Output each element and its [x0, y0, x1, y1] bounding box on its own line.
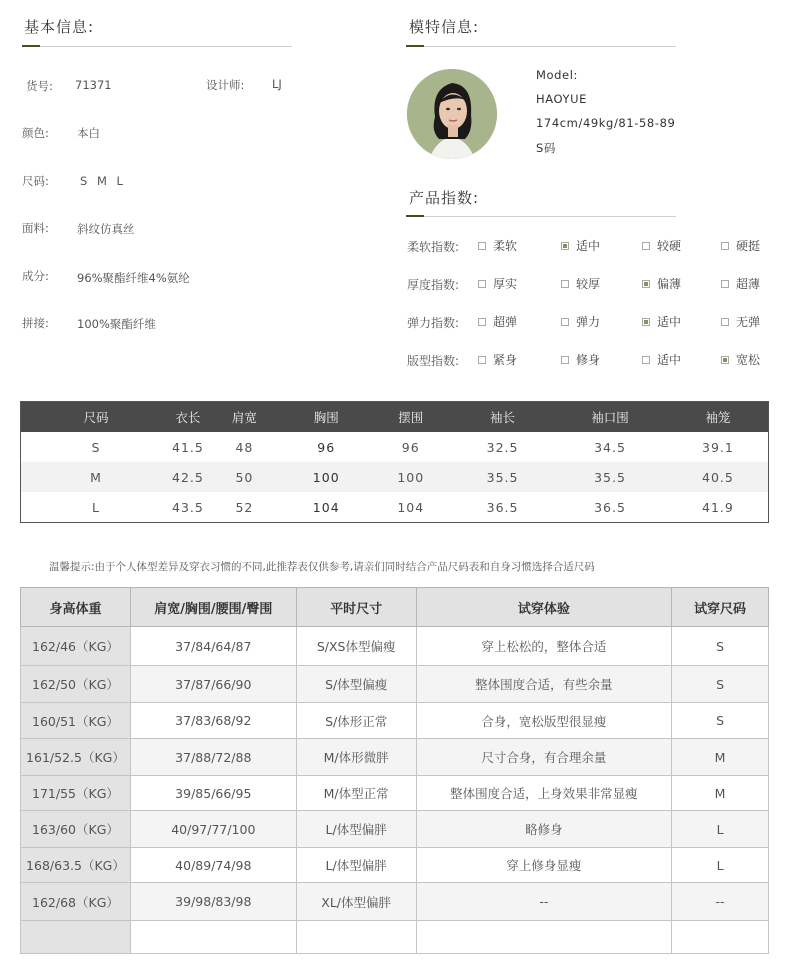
col-height-weight: 身高体重 — [21, 588, 131, 627]
size-table-cell: L — [92, 499, 100, 515]
col-measurements: 肩宽/胸围/腰围/臀围 — [130, 588, 296, 627]
fit-table-cell: M — [672, 739, 769, 776]
fit-table-cell: 39/85/66/95 — [130, 776, 296, 811]
col-hem: 摆围 — [368, 402, 453, 433]
index-option-label: 偏薄 — [657, 277, 682, 291]
fit-table-header — [21, 588, 769, 627]
composition-value: 96%聚酯纤维4%氨纶 — [77, 271, 190, 285]
col-size: 尺码 — [21, 402, 172, 433]
designer-label: 设计师: — [206, 78, 245, 92]
fit-table-cell: S — [672, 666, 769, 703]
unchecked-box-icon — [478, 318, 486, 326]
model-info-rule — [406, 46, 676, 47]
size-table-cell: 100 — [284, 462, 369, 492]
col-fit-experience: 试穿体验 — [416, 588, 672, 627]
color-value: 本白 — [77, 126, 100, 140]
fit-table-row — [21, 666, 769, 703]
unchecked-box-icon — [642, 356, 650, 364]
fit-table-cell: 整体围度合适，上身效果非常显瘦 — [416, 776, 672, 811]
checked-box-icon — [642, 318, 650, 326]
size-table-cell: 96 — [401, 439, 420, 455]
size-table-row — [21, 462, 769, 492]
unchecked-box-icon — [478, 242, 486, 250]
fabric-value: 斜纹仿真丝 — [77, 222, 135, 236]
size-table-cell: 35.5 — [552, 462, 668, 492]
index-option-label: 适中 — [576, 239, 601, 253]
fit-table-cell: 穿上松松的，整体合适 — [416, 627, 672, 666]
fit-table-row — [21, 739, 769, 776]
fit-table-cell: M/体形微胖 — [296, 739, 416, 776]
item-no-label: 货号: — [26, 79, 53, 93]
index-row-label: 弹力指数: — [407, 316, 460, 330]
fit-table-cell — [21, 921, 131, 954]
size-table-cell: 48 — [235, 439, 254, 455]
fabric-label: 面料: — [22, 221, 49, 235]
index-option[interactable] — [478, 351, 517, 368]
model-info-title: 模特信息: — [409, 18, 480, 36]
col-shoulder: 肩宽 — [205, 402, 284, 433]
composition-label: 成分: — [22, 269, 49, 283]
model-info-rule-accent — [406, 45, 424, 47]
fit-table-cell: M — [672, 776, 769, 811]
splice-value: 100%聚酯纤维 — [77, 317, 156, 331]
fit-table-row — [21, 921, 769, 954]
fit-table-cell: 160/51（KG） — [21, 703, 131, 739]
fit-table-row — [21, 848, 769, 883]
item-no-value: 71371 — [75, 78, 112, 92]
col-cuff: 袖口围 — [552, 402, 668, 433]
fit-table-cell: L — [672, 811, 769, 848]
fit-table-cell: 穿上修身显瘦 — [416, 848, 672, 883]
fit-table-cell: -- — [672, 883, 769, 921]
fit-table-cell: -- — [416, 883, 672, 921]
fit-table-cell: S/XS体型偏瘦 — [296, 627, 416, 666]
size-table-cell: 39.1 — [702, 439, 734, 455]
col-usual-size: 平时尺寸 — [296, 588, 416, 627]
index-option-label: 紧身 — [493, 353, 518, 367]
index-option-label: 超弹 — [493, 315, 518, 329]
fit-table-cell — [672, 921, 769, 954]
index-option[interactable] — [478, 313, 517, 330]
size-table-cell: 40.5 — [668, 462, 769, 492]
fit-table-cell: 尺寸合身，有合理余量 — [416, 739, 672, 776]
index-option[interactable] — [561, 275, 600, 292]
size-table-cell: 35.5 — [453, 462, 552, 492]
size-table-cell: 36.5 — [594, 499, 626, 515]
size-table-row — [21, 432, 769, 462]
fit-table-cell: S/体型偏瘦 — [296, 666, 416, 703]
index-option[interactable] — [721, 275, 760, 292]
splice-label: 拼接: — [22, 316, 49, 330]
basic-info-rule-accent — [22, 45, 40, 47]
model-measurements: 174cm/49kg/81-58-89 — [536, 116, 676, 130]
size-table-cell: M — [21, 462, 172, 492]
fit-table-cell: 37/84/64/87 — [130, 627, 296, 666]
index-row-label: 柔软指数: — [407, 240, 460, 254]
fit-table-cell: 37/88/72/88 — [130, 739, 296, 776]
index-option[interactable] — [478, 237, 517, 254]
fit-table-cell: 40/89/74/98 — [130, 848, 296, 883]
product-index-rule — [406, 216, 676, 217]
index-option[interactable] — [721, 313, 760, 330]
index-option[interactable] — [478, 275, 517, 292]
fit-table-cell — [296, 921, 416, 954]
col-sleeve: 袖长 — [453, 402, 552, 433]
index-option-label: 较硬 — [657, 239, 682, 253]
fit-table-cell: L/体型偏胖 — [296, 811, 416, 848]
size-table — [20, 401, 769, 523]
index-option-label: 宽松 — [736, 353, 761, 367]
fit-table-cell: L — [672, 848, 769, 883]
fit-table-cell: S/体形正常 — [296, 703, 416, 739]
fit-table-cell: S — [672, 703, 769, 739]
size-table-cell: 32.5 — [486, 439, 519, 455]
size-table-cell: 52 — [235, 499, 254, 515]
unchecked-box-icon — [478, 356, 486, 364]
index-row-label: 版型指数: — [407, 354, 460, 368]
fit-table-row — [21, 703, 769, 739]
fit-table-cell: 39/98/83/98 — [130, 883, 296, 921]
model-avatar — [407, 69, 497, 159]
index-option-label: 超薄 — [736, 277, 761, 291]
index-option-label: 适中 — [657, 353, 682, 367]
size-table-cell: 34.5 — [594, 439, 626, 455]
unchecked-box-icon — [642, 242, 650, 250]
index-option[interactable] — [642, 313, 681, 330]
color-label: 颜色: — [22, 126, 49, 140]
fit-table-cell: 162/46（KG） — [21, 627, 131, 666]
size-table-cell: 96 — [317, 439, 336, 455]
size-table-cell: 42.5 — [171, 462, 205, 492]
fit-table-cell: 37/83/68/92 — [130, 703, 296, 739]
fit-table-cell: 整体围度合适，有些余量 — [416, 666, 672, 703]
fit-table-cell — [130, 921, 296, 954]
col-armhole: 袖笼 — [668, 402, 769, 433]
index-option-label: 较厚 — [576, 277, 601, 291]
index-option[interactable] — [642, 275, 681, 292]
fit-table-cell: 163/60（KG） — [21, 811, 131, 848]
fit-table-row — [21, 811, 769, 848]
checked-box-icon — [642, 280, 650, 288]
index-option[interactable] — [721, 237, 760, 254]
size-value: S M L — [80, 174, 126, 188]
product-index-title: 产品指数: — [409, 189, 480, 207]
size-table-cell: 100 — [368, 462, 453, 492]
fit-table — [20, 587, 769, 954]
index-option[interactable] — [642, 237, 681, 254]
designer-value: LJ — [272, 77, 282, 91]
index-option-label: 无弹 — [736, 315, 761, 329]
unchecked-box-icon — [721, 318, 729, 326]
unchecked-box-icon — [478, 280, 486, 288]
fit-table-cell: 略修身 — [416, 811, 672, 848]
unchecked-box-icon — [721, 280, 729, 288]
index-option-label: 厚实 — [493, 277, 518, 291]
size-table-cell: S — [91, 439, 101, 455]
model-name: HAOYUE — [536, 92, 588, 106]
fit-table-cell: 合身，宽松版型很显瘦 — [416, 703, 672, 739]
checked-box-icon — [721, 356, 729, 364]
basic-info-rule — [22, 46, 292, 47]
size-label: 尺码: — [22, 174, 49, 188]
index-option[interactable] — [721, 351, 760, 368]
size-table-row — [21, 492, 769, 523]
unchecked-box-icon — [721, 242, 729, 250]
basic-info-title: 基本信息: — [24, 18, 95, 36]
size-table-cell: 43.5 — [172, 499, 204, 515]
unchecked-box-icon — [561, 356, 569, 364]
fit-table-cell: S — [672, 627, 769, 666]
unchecked-box-icon — [561, 318, 569, 326]
fit-table-row — [21, 627, 769, 666]
col-bust: 胸围 — [284, 402, 369, 433]
fit-table-row — [21, 883, 769, 921]
size-table-cell: 36.5 — [486, 499, 519, 515]
fit-table-cell: 171/55（KG） — [21, 776, 131, 811]
size-table-cell: 41.9 — [702, 499, 734, 515]
col-tried-size: 试穿尺码 — [672, 588, 769, 627]
index-option[interactable] — [642, 351, 681, 368]
col-length: 衣长 — [171, 402, 205, 433]
fit-table-cell: 37/87/66/90 — [130, 666, 296, 703]
fit-tip: 温馨提示:由于个人体型差异及穿衣习惯的不同,此推荐表仅供参考,请亲们同时结合产品尺码表和自身习惯选择合适尺码 — [49, 561, 595, 573]
index-option[interactable] — [561, 237, 600, 254]
fit-table-cell: 162/68（KG） — [21, 883, 131, 921]
product-index-rule-accent — [406, 215, 424, 217]
index-option[interactable] — [561, 351, 600, 368]
checked-box-icon — [561, 242, 569, 250]
fit-table-row — [21, 776, 769, 811]
fit-table-cell: XL/体型偏胖 — [296, 883, 416, 921]
fit-table-cell: 161/52.5（KG） — [21, 739, 131, 776]
index-option-label: 修身 — [576, 353, 601, 367]
fit-table-cell: 162/50（KG） — [21, 666, 131, 703]
index-option-label: 弹力 — [576, 315, 601, 329]
index-option-label: 硬挺 — [736, 239, 761, 253]
index-row-label: 厚度指数: — [407, 278, 460, 292]
unchecked-box-icon — [561, 280, 569, 288]
index-option-label: 适中 — [657, 315, 682, 329]
index-option-label: 柔软 — [493, 239, 518, 253]
model-size: S码 — [536, 141, 556, 155]
index-option[interactable] — [561, 313, 600, 330]
size-table-cell: 41.5 — [172, 439, 204, 455]
size-table-cell: 104 — [312, 499, 340, 515]
fit-table-cell — [416, 921, 672, 954]
fit-table-cell: L/体型偏胖 — [296, 848, 416, 883]
fit-table-cell: 168/63.5（KG） — [21, 848, 131, 883]
fit-table-cell: M/体型正常 — [296, 776, 416, 811]
size-table-cell: 50 — [205, 462, 284, 492]
model-label: Model: — [536, 68, 579, 82]
size-table-header — [21, 402, 769, 433]
fit-table-cell: 40/97/77/100 — [130, 811, 296, 848]
size-table-cell: 104 — [397, 499, 425, 515]
